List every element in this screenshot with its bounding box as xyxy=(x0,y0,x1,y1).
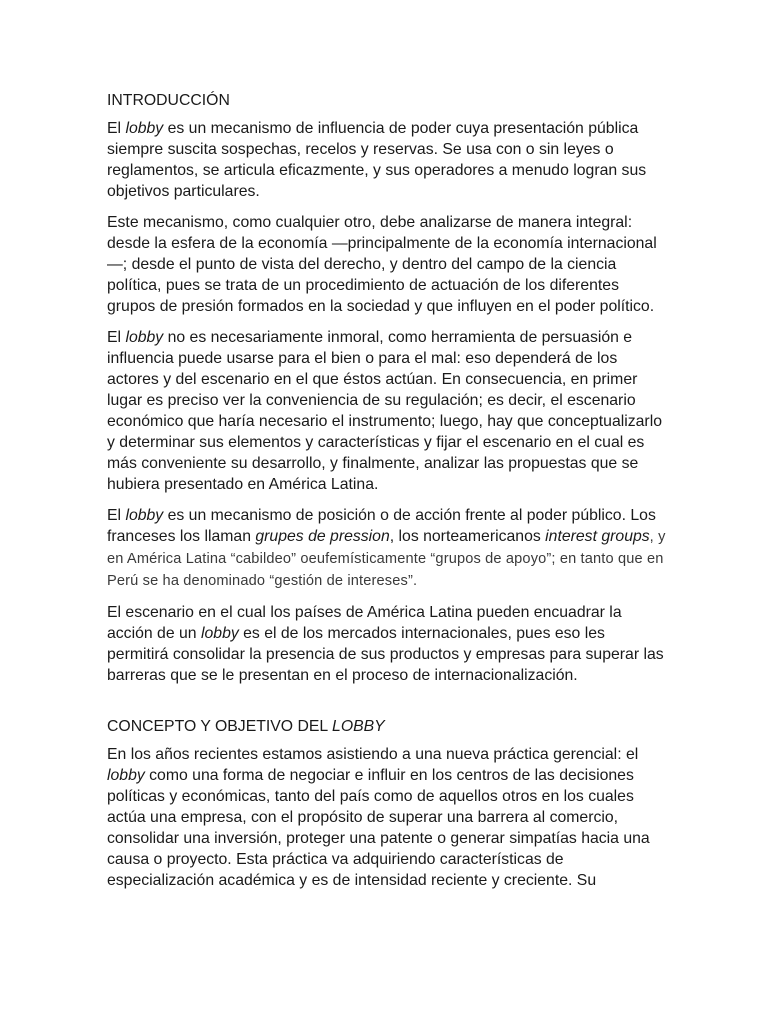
intro-heading: INTRODUCCIÓN xyxy=(107,92,230,109)
italic-term: lobby xyxy=(200,625,239,642)
italic-term: lobby xyxy=(125,329,164,346)
intro-paragraph-3: El lobby no es necesariamente inmoral, como herramienta de persuasión e influencia puede usarse para el bien o para el mal: eso dependerá de los actores y del escenario en el que éstos actúan. En consecuencia, en primer lugar es preciso ver la conveniencia de su regulación; es decir, el escenario económico que haría necesario el instrumento; luego, hay que conceptualizarlo y determinar sus elementos y características y fijar el escenario en el cual es más conveniente su desarrollo, y finalmente, analizar las propuestas que se hubiera presentado en América Latina. xyxy=(107,329,662,493)
concept-heading: CONCEPTO Y OBJETIVO DEL LOBBY xyxy=(107,718,385,735)
intro-paragraph-5: El escenario en el cual los países de América Latina pueden encuadrar la acción de un lobby es el de los mercados internacionales, pues eso les permitirá consolidar la presencia de sus productos y empresas para superar las barreras que se le presentan en el proceso de internacionalización. xyxy=(107,604,664,684)
light-text-run: , y en América Latina “cabildeo” oeufemísticamente “grupos de apoyo”; en tanto que en Perú se ha denominado “gestión de intereses”. xyxy=(107,529,666,589)
italic-term: LOBBY xyxy=(332,718,385,735)
italic-term: lobby xyxy=(125,120,164,137)
intro-paragraph-4: El lobby es un mecanismo de posición o de acción frente al poder público. Los franceses los llaman grupes de pression, los norteamericanos interest groups, y en América Latina “cabildeo” oeufemísticamente “grupos de apoyo”; en tanto que en Perú se ha denominado “gestión de intereses”. xyxy=(107,507,666,589)
italic-term: interest groups xyxy=(545,528,650,545)
italic-term: lobby xyxy=(107,767,145,784)
concept-paragraph-1: En los años recientes estamos asistiendo a una nueva práctica gerencial: el lobby como una forma de negociar e influir en los centros de las decisiones políticas y económicas, tanto del país como de aquellos otros en los cuales actúa una empresa, con el propósito de superar una barrera al comercio, consolidar una inversión, proteger una patente o generar simpatías hacia una causa o proyecto. Esta práctica va adquiriendo características de especialización académica y es de intensidad reciente y creciente. Su xyxy=(107,746,650,889)
intro-paragraph-1: El lobby es un mecanismo de influencia de poder cuya presentación pública siempre suscita sospechas, recelos y reservas. Se usa con o sin leyes o reglamentos, se articula eficazmente, y sus operadores a menudo logran sus objetivos particulares. xyxy=(107,120,647,200)
italic-term: grupes de pression xyxy=(255,528,390,545)
document-page xyxy=(107,90,667,891)
italic-term: lobby xyxy=(125,507,164,524)
intro-paragraph-2: Este mecanismo, como cualquier otro, debe analizarse de manera integral: desde la esfera de la economía —principalmente de la economía internacional—; desde el punto de vista del derecho, y dentro del campo de la ciencia política, pues se trata de un procedimiento de actuación de los diferentes grupos de presión formados en la sociedad y que influyen en el poder político. xyxy=(107,214,657,315)
